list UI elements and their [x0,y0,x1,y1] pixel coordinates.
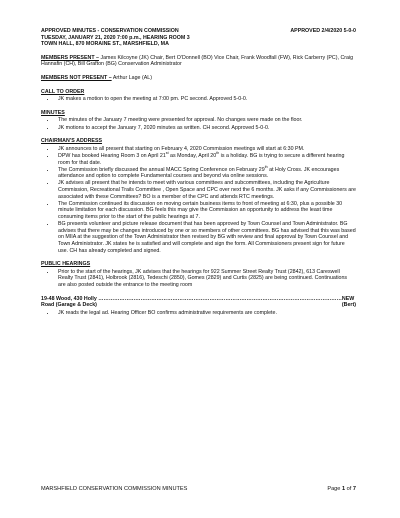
list-text: at Holy Cross. JK encourages attendance and option to complete Fundamental courses and beyond via online sessions. [58,166,340,180]
ordinal-suffix: th [264,164,268,169]
list-text: is a holiday. BG is trying to secure a different hearing room for that date. [58,152,345,166]
list-item: • JK reads the legal ad. Hearing Officer BO confirms administrative requirements are complete. [56,310,356,317]
call-to-order-list [41,96,356,103]
members-present [41,55,356,68]
header-row [41,28,356,35]
hearing-item-status: NEW (Bert) [341,295,356,309]
members-not-present [41,75,356,82]
members-not-present-list: Arthur Lage (AL) [111,74,152,81]
current-page: 1 [341,486,346,492]
list-text: The Commission briefly discussed the annual MACC Spring Conference on February 29 [58,166,265,173]
list-item: • JK advises all present that he intends to meet with various committees and subcommittees, including the Agriculture Commission, Recreational Trails Committee , Open Space and CPC over next the 6 months. JK asks if any Commissioners are associated with these Committees? BO is a member of the CPC and attends RTC meetings. [56,180,356,200]
list-item: • The Commission continued its discussion on moving certain business items to front of meeting at 6:30, plus a possible 30 minute limitation for each discussion. BG feels this may give the Commission an opportunity to address the least time consuming items prior to the start of the public hearings at 7. [56,201,356,221]
list-text: DPW has booked Hearing Room 3 on April 21 [58,152,166,159]
public-hearings-list [41,269,356,289]
footer-title: MARSHFIELD CONSERVATION COMMISSION MINUTES [41,486,188,492]
members-present-list: James Kilcoyne (JK) Chair, Bert O’Donnell (BO) Vice Chair, Frank Woodfall (FW), Rick Carberry (PC), Craig Hannafin (CH), Bill Grafton (BG) Conservation Administrator [41,54,354,68]
ordinal-suffix: st [165,151,169,156]
list-item: • JK motions to accept the January 7, 2020 minutes as written. CH second. Approved 5-0-0. [56,125,356,132]
chairmans-address-heading: CHAIRMAN’S ADDRESS [41,138,103,145]
minutes-list [41,117,356,131]
page-number [327,486,356,493]
page-footer [41,486,356,493]
members-not-present-label: MEMBERS NOT PRESENT – [41,74,112,81]
list-text: as Monday, April 20 [168,152,217,159]
list-item: • The minutes of the January 7 meeting were presented for approval. No changes were made on the floor. [56,117,356,124]
ordinal-suffix: th [216,151,220,156]
list-item: • JK announces to all present that starting on February 4, 2020 Commission meetings will start at 6:30 PM. [56,146,356,153]
approval-stamp: APPROVED 2/4/2020 5-0-0 [290,28,356,34]
document-title: APPROVED MINUTES - CONSERVATION COMMISSION [41,28,179,34]
chairmans-address-list [41,146,356,254]
page-label: Page [327,486,342,492]
list-item: • JK makes a motion to open the meeting at 7:00 pm. PC second. Approved 5-0-0. [56,96,356,103]
public-hearings-heading: PUBLIC HEARINGS [41,261,91,268]
of-label: of [345,486,353,492]
minutes-heading: MINUTES [41,109,65,116]
dot-leader: ………………………………………………………………………………………………………………………… [98,295,342,302]
list-item: • Prior to the start of the hearings, JK advises that the hearings for 922 Summer Street Realty Trust (2842), 613 Careswell Realty Trust (2841), Holbrook (2816), Tedeschi (2850), Gomes (2829) and Curtis (2825) are being continued. Continuations are also posted outside the entrance to the meeting room [56,269,356,289]
list-item [56,164,356,180]
list-item: • BG presents volunteer and picture release document that has been approved by Town Counsel and Town Administrator. BG advises that there may be changes introduced by one or so members of other committees. BG has advised that this was based on MIIA at the suggestion of the Town Administrator then revised by BG with review and final approval by Town Counsel and Town Administrator. JK states he is satisfied and will complete and sign the form. All Commissioners present sign for future use. CH has already completed and signed. [56,221,356,254]
call-to-order-heading: CALL TO ORDER [41,88,85,95]
members-present-label: MEMBERS PRESENT – [41,54,99,61]
meeting-location-line: TOWN HALL, 870 MORAINE ST., MARSHFIELD, MA [41,41,169,48]
list-item [56,153,356,166]
total-pages: 7 [352,486,356,492]
hearing-item-title-row [41,296,356,309]
hearing-item-list [41,310,356,317]
hearing-item-title: 19-48 Wood, 430 Holly Road (Garage & Deck) [41,295,97,309]
meeting-date-line: TUESDAY, JANUARY 21, 2020 7:00 p.m., HEARING ROOM 3 [41,34,190,41]
